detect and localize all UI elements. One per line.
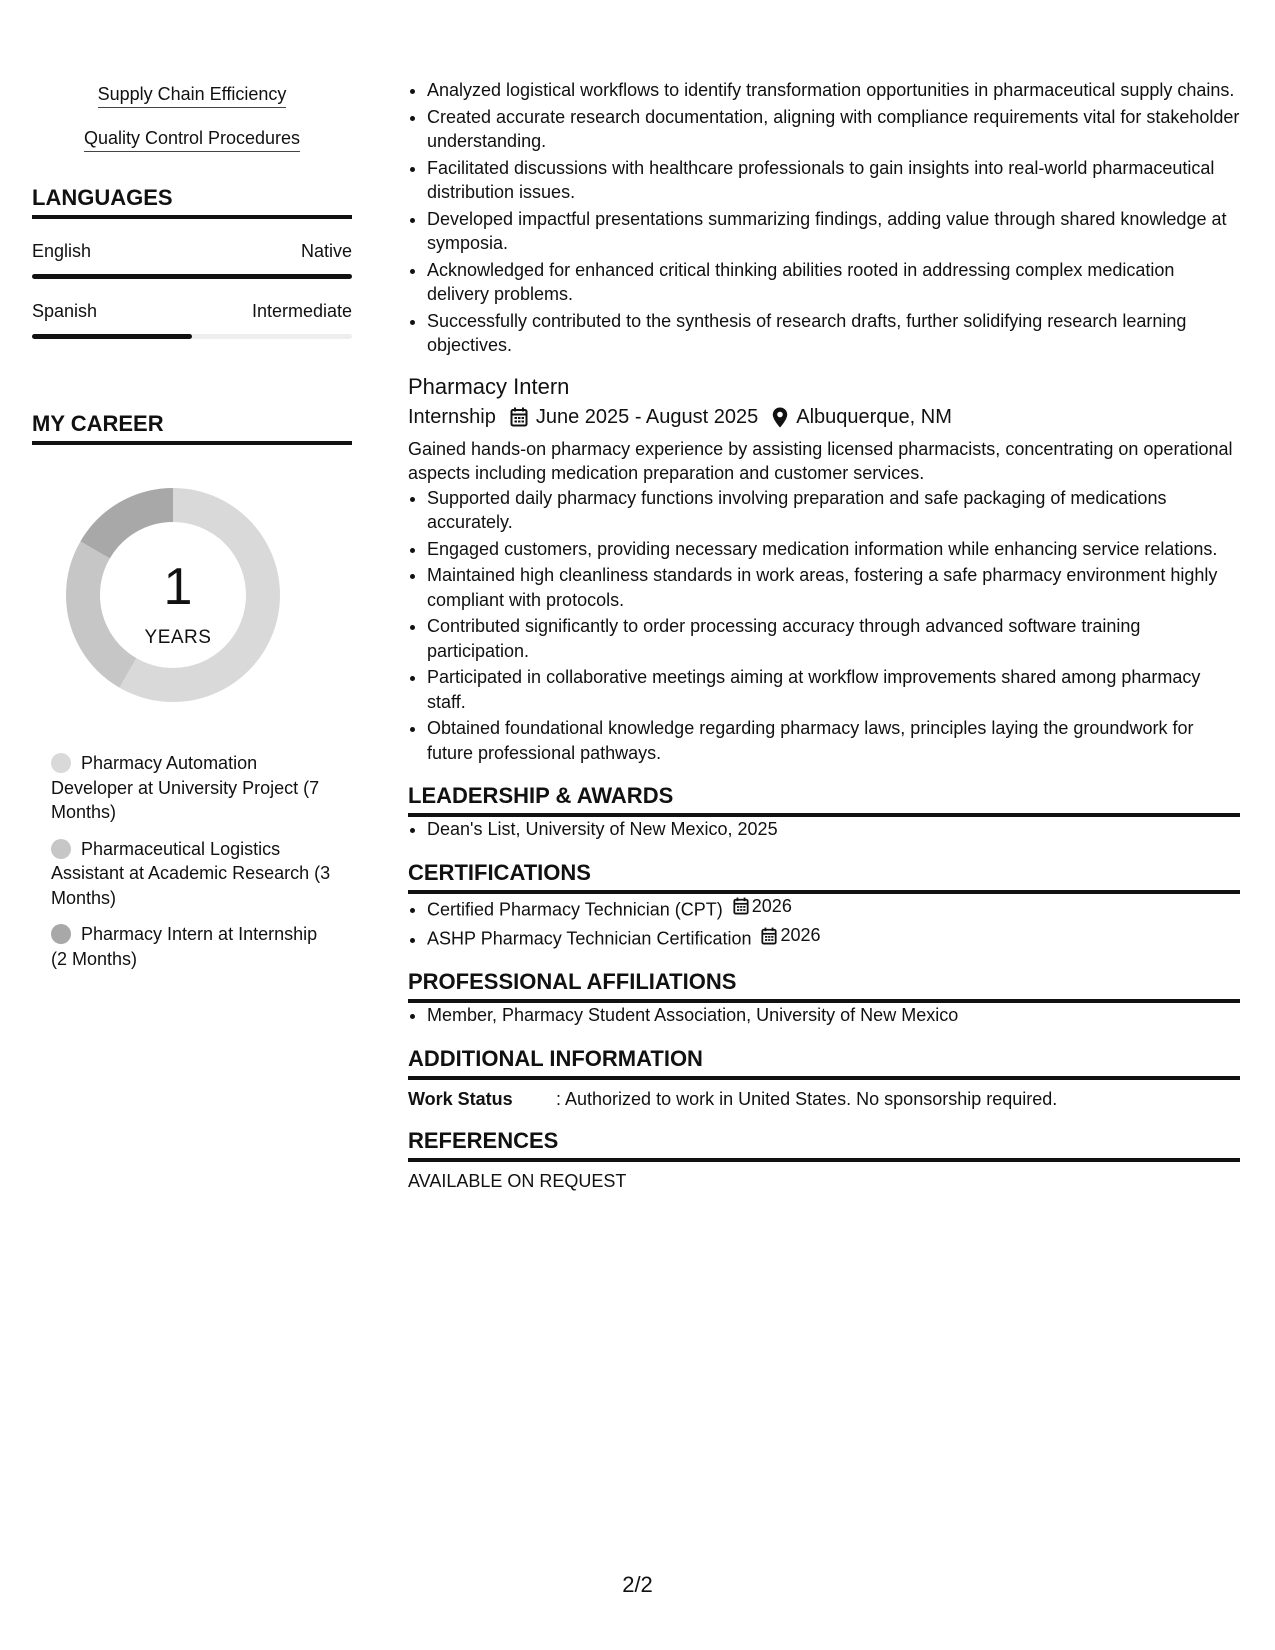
work-status-label: Work Status bbox=[408, 1088, 513, 1109]
references-section bbox=[408, 1128, 1240, 1192]
page-number: 2/2 bbox=[622, 1572, 653, 1597]
left-column bbox=[32, 84, 352, 983]
legend-label: Pharmacy Intern at Internship (2 Months) bbox=[51, 924, 318, 969]
certifications-list bbox=[408, 894, 1240, 952]
leadership-title: LEADERSHIP & AWARDS bbox=[408, 783, 1240, 817]
language-name: Spanish bbox=[32, 301, 98, 321]
bullet-item: • Obtained foundational knowledge regarding pharmacy laws, principles laying the groundwork for future professional pathways. bbox=[427, 716, 1240, 765]
bullet-item: • Created accurate research documentation, aligning with compliance requirements vital for stakeholder understanding. bbox=[427, 105, 1240, 154]
language-level: Intermediate bbox=[251, 301, 352, 321]
bullet-item: • Participated in collaborative meetings aiming at workflow improvements shared among pharmacy staff. bbox=[427, 665, 1240, 714]
skill-label: Supply Chain Efficiency bbox=[98, 84, 287, 108]
bullet-item: • Maintained high cleanliness standards in work areas, fostering a safe pharmacy environment highly compliant with protocols. bbox=[427, 563, 1240, 612]
career-donut-chart bbox=[65, 487, 295, 717]
language-item bbox=[32, 241, 352, 279]
legend-label: Pharmaceutical Logistics Assistant at Academic Research (3 Months) bbox=[51, 838, 331, 908]
career-total-unit: YEARS bbox=[144, 627, 212, 648]
additional-info-title: ADDITIONAL INFORMATION bbox=[408, 1046, 1240, 1080]
certification-name: Certified Pharmacy Technician (CPT) bbox=[427, 898, 723, 919]
certification-name: ASHP Pharmacy Technician Certification bbox=[427, 928, 752, 949]
skill-item bbox=[32, 128, 352, 149]
bullet-item: • Dean's List, University of New Mexico, 2025 bbox=[427, 817, 1240, 842]
career-total-number: 1 bbox=[163, 558, 193, 616]
bullet-item: • Member, Pharmacy Student Association, University of New Mexico bbox=[427, 1003, 1240, 1028]
calendar-icon bbox=[510, 407, 528, 427]
work-status-row bbox=[408, 1089, 1240, 1110]
job-description: Gained hands-on pharmacy experience by assisting licensed pharmacists, concentrating on operational aspects including medication preparation and customer services. bbox=[408, 438, 1233, 483]
skills-list bbox=[32, 84, 352, 149]
certification-item bbox=[427, 894, 1240, 922]
language-level-fill bbox=[32, 334, 192, 339]
job-dates: June 2025 - August 2025 bbox=[535, 405, 759, 428]
bullet-item: • Analyzed logistical workflows to identify transformation opportunities in pharmaceutical supply chains. bbox=[427, 78, 1240, 103]
bullet-item: • Successfully contributed to the synthesis of research drafts, further solidifying research learning objectives. bbox=[427, 309, 1240, 358]
affiliations-section bbox=[408, 969, 1240, 1028]
job-bullets bbox=[408, 486, 1240, 766]
bullet-item: • Developed impactful presentations summarizing findings, adding value through shared knowledge at symposia. bbox=[427, 207, 1240, 256]
legend-dot bbox=[51, 924, 71, 944]
previous-job-bullets bbox=[408, 78, 1240, 358]
legend-label: Pharmacy Automation Developer at University Project (7 Months) bbox=[51, 753, 320, 822]
career-section bbox=[32, 411, 352, 971]
bullet-item: • Supported daily pharmacy functions involving preparation and safe packaging of medications accurately. bbox=[427, 486, 1240, 535]
language-level-bar bbox=[32, 274, 352, 279]
calendar-icon bbox=[761, 927, 777, 945]
career-title: MY CAREER bbox=[32, 411, 352, 445]
right-column bbox=[408, 78, 1240, 1192]
leadership-list bbox=[408, 817, 1240, 842]
language-name: English bbox=[32, 241, 92, 261]
bullet-item: • Acknowledged for enhanced critical thinking abilities rooted in addressing complex medication delivery problems. bbox=[427, 258, 1240, 307]
skill-label: Quality Control Procedures bbox=[84, 128, 300, 152]
legend-dot bbox=[51, 839, 71, 859]
references-text: AVAILABLE ON REQUEST bbox=[408, 1170, 627, 1191]
leadership-section bbox=[408, 783, 1240, 842]
career-legend-item bbox=[51, 837, 331, 911]
legend-dot bbox=[51, 753, 71, 773]
affiliations-title: PROFESSIONAL AFFILIATIONS bbox=[408, 969, 1240, 1003]
additional-info-section bbox=[408, 1046, 1240, 1110]
career-legend-item bbox=[51, 751, 331, 825]
bullet-item: • Contributed significantly to order processing accuracy through advanced software training participation. bbox=[427, 614, 1240, 663]
job-entry bbox=[408, 374, 1240, 766]
calendar-icon bbox=[733, 897, 749, 915]
job-company: Internship bbox=[408, 405, 496, 428]
bullet-item: • Engaged customers, providing necessary medication information while enhancing service relations. bbox=[427, 537, 1240, 562]
languages-title: LANGUAGES bbox=[32, 185, 352, 219]
certification-item bbox=[427, 923, 1240, 951]
language-level-bar bbox=[32, 334, 352, 339]
language-level: Native bbox=[300, 241, 352, 261]
job-location: Albuquerque, NM bbox=[796, 405, 952, 428]
career-legend bbox=[32, 751, 352, 971]
affiliations-list bbox=[408, 1003, 1240, 1028]
certifications-title: CERTIFICATIONS bbox=[408, 860, 1240, 894]
job-meta bbox=[408, 406, 1240, 429]
certification-year: 2026 bbox=[780, 925, 821, 946]
language-item bbox=[32, 301, 352, 339]
certifications-section bbox=[408, 860, 1240, 952]
references-title: REFERENCES bbox=[408, 1128, 1240, 1162]
certification-year: 2026 bbox=[751, 895, 792, 916]
map-pin-icon bbox=[772, 407, 788, 428]
language-level-fill bbox=[32, 274, 352, 279]
career-legend-item bbox=[51, 922, 331, 971]
job-title: Pharmacy Intern bbox=[408, 373, 570, 399]
bullet-item: • Facilitated discussions with healthcare professionals to gain insights into real-world pharmaceutical distribution issues. bbox=[427, 156, 1240, 205]
skill-item bbox=[32, 84, 352, 105]
work-status-value: : Authorized to work in United States. No sponsorship required. bbox=[556, 1088, 1058, 1109]
languages-section bbox=[32, 185, 352, 339]
